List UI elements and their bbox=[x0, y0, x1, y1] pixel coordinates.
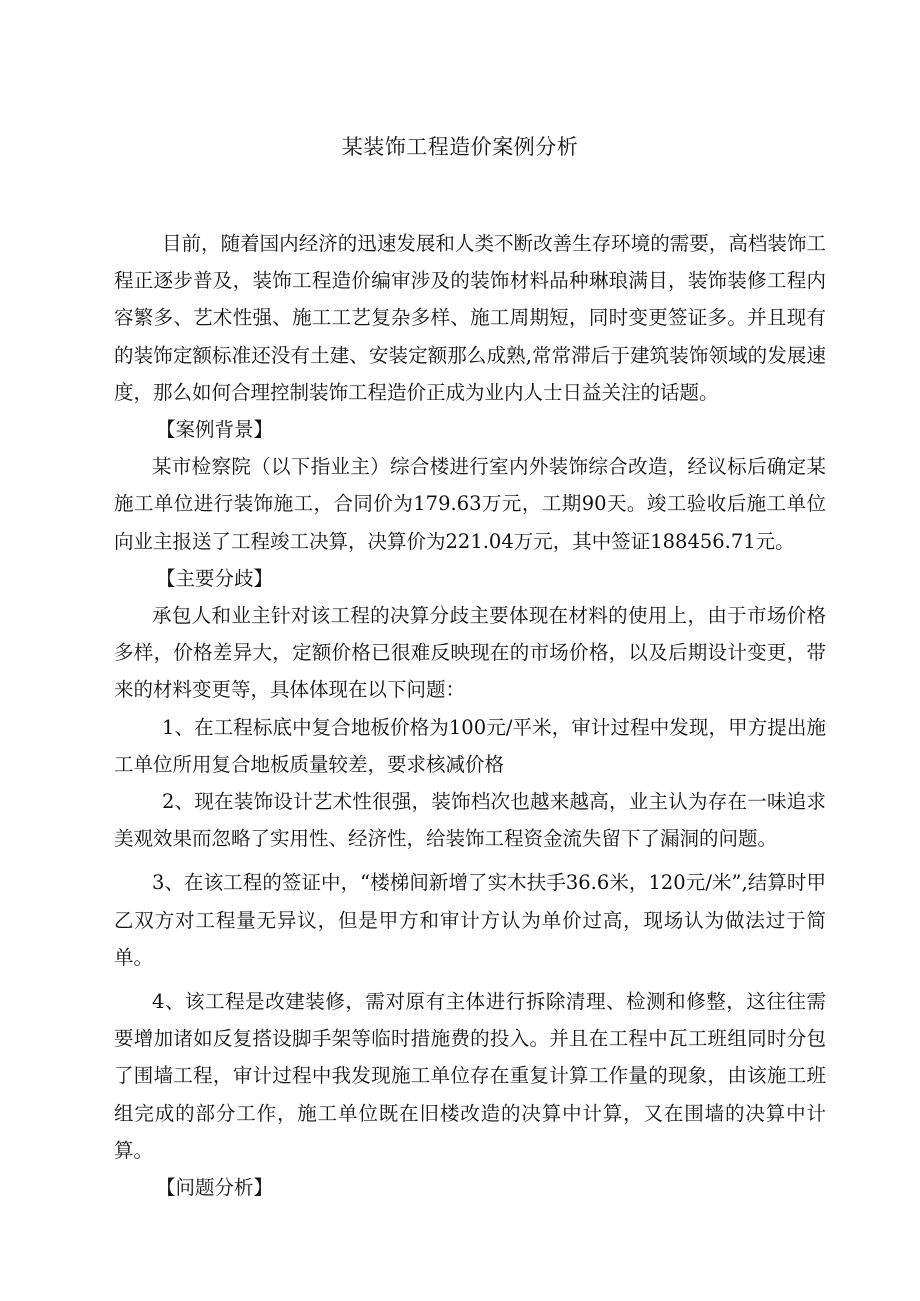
dispute-item-3: 3、在该工程的签证中，“楼梯间新增了实木扶手36.6米，120元/米”,结算时甲乙双方对工程量无异议，但是甲方和审计方认为单价过高，现场认为做法过于简单。 bbox=[114, 871, 826, 969]
heading-main-disputes: 【主要分歧】 bbox=[156, 566, 274, 590]
intro-paragraph: 目前，随着国内经济的迅速发展和人类不断改善生存环境的需要，高档装饰工程正逐步普及，装饰工程造价编审涉及的装饰材料品种琳琅满目，装饰装修工程内容繁多、艺术性强、施工工艺复杂多样、施工周期短，同时变更签证多。并且现有的装饰定额标准还没有土建、安装定额那么成熟,常常滞后于建筑装饰领域的发展速度，那么如何合理控制装饰工程造价正成为业内人士日益关注的话题。 bbox=[114, 232, 826, 404]
disputes-intro-paragraph: 承包人和业主针对该工程的决算分歧主要体现在材料的使用上，由于市场价格多样，价格差异大，定额价格已很难反映现在的市场价格，以及后期设计变更，带来的材料变更等，具体体现在以下问题： bbox=[114, 604, 826, 702]
heading-case-background: 【案例背景】 bbox=[156, 418, 274, 442]
dispute-item-4: 4、该工程是改建装修，需对原有主体进行拆除清理、检测和修整，这往往需要增加诸如反复搭设脚手架等临时措施费的投入。并且在工程中瓦工班组同时分包了围墙工程，审计过程中我发现施工单位存在重复计算工作量的现象，由该施工班组完成的部分工作，施工单位既在旧楼改造的决算中计算，又在围墙的决算中计算。 bbox=[114, 990, 826, 1162]
heading-problem-analysis: 【问题分析】 bbox=[156, 1176, 274, 1200]
background-paragraph: 某市检察院（以下指业主）综合楼进行室内外装饰综合改造，经议标后确定某施工单位进行装饰施工，合同价为179.63万元，工期90天。竣工验收后施工单位向业主报送了工程竣工决算，决算价为221.04万元，其中签证188456.71元。 bbox=[114, 455, 826, 553]
dispute-item-1: 1、在工程标底中复合地板价格为100元/平米，审计过程中发现，甲方提出施工单位所用复合地板质量较差，要求核减价格 bbox=[114, 715, 826, 776]
dispute-item-2: 2、现在装饰设计艺术性很强，装饰档次也越来越高，业主认为存在一味追求美观效果而忽略了实用性、经济性，给装饰工程资金流失留下了漏洞的问题。 bbox=[114, 790, 826, 851]
document-body bbox=[114, 225, 826, 1206]
document-title: 某装饰工程造价案例分析 bbox=[341, 135, 579, 159]
